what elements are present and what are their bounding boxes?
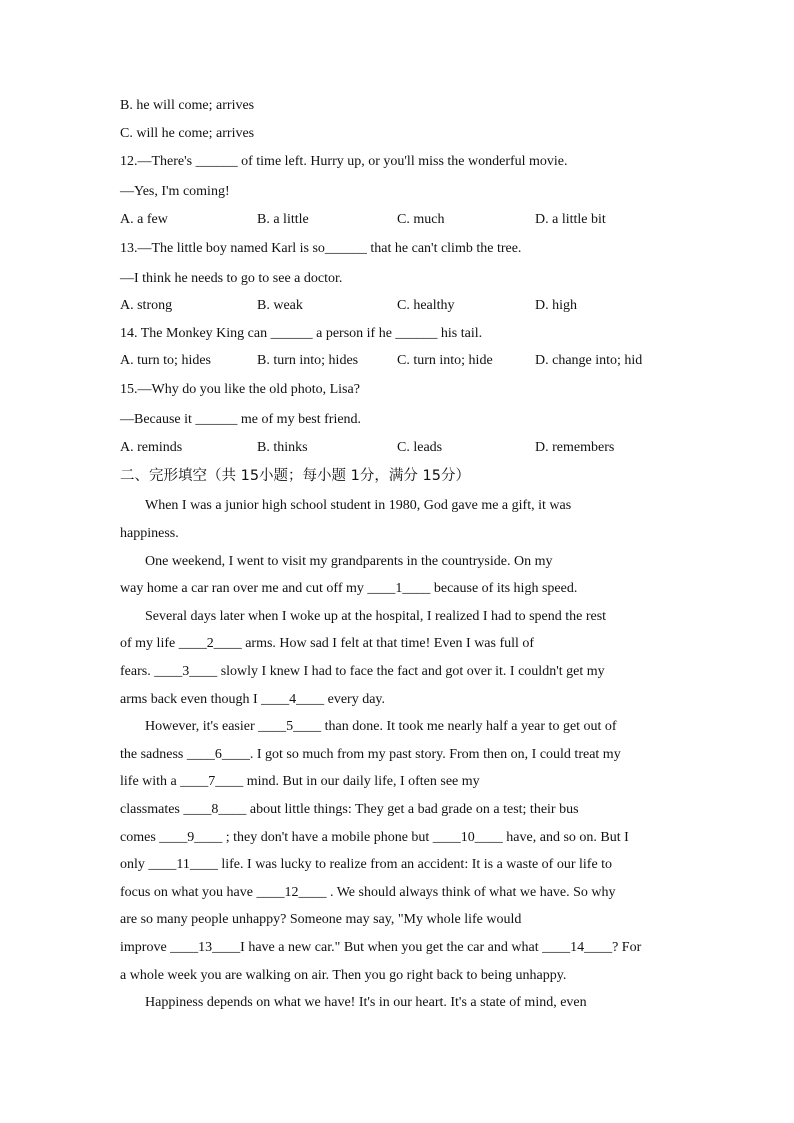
option-c: C. healthy [397,298,455,313]
passage-line: Several days later when I woke up at the hospital, I realized I had to spend the rest [145,609,607,624]
question-12: 12.—There's ______ of time left. Hurry up, or you'll miss the wonderful movie. [120,154,568,169]
option-b: B. turn into; hides [257,353,359,368]
section-heading: 二、完形填空（共 15小题；每小题 1分，满分 15分） [120,468,470,484]
passage-line: life with a ____7____ mind. But in our daily life, I often see my [120,774,480,789]
passage-line: are so many people unhappy? Someone may say, "My whole life would [120,912,522,927]
question-13-reply: —I think he needs to go to see a doctor. [120,271,343,286]
option-d: D. a little bit [535,212,606,227]
passage-line: focus on what you have ____12____ . We should always think of what we have. So why [120,885,616,900]
passage-line: classmates ____8____ about little things: They get a bad grade on a test; their bus [120,802,579,817]
passage-line: comes ____9____ ; they don't have a mobile phone but ____10____ have, and so on. But I [120,830,629,845]
option-b: B. weak [257,298,303,313]
question-14: 14. The Monkey King can ______ a person if he ______ his tail. [120,326,483,341]
passage-line: the sadness ____6____. I got so much from my past story. From then on, I could treat my [120,747,621,762]
passage-line: However, it's easier ____5____ than done. It took me nearly half a year to get out of [145,719,617,734]
option-c: C. leads [397,440,443,455]
passage-line: Happiness depends on what we have! It's in our heart. It's a state of mind, even [145,995,587,1010]
question-13: 13.—The little boy named Karl is so______ that he can't climb the tree. [120,241,522,256]
option-c: C. much [397,212,445,227]
question-12-reply: —Yes, I'm coming! [120,184,230,199]
passage-line: a whole week you are walking on air. Then you go right back to being unhappy. [120,968,567,983]
passage-line: of my life ____2____ arms. How sad I felt at that time! Even I was full of [120,636,535,651]
option-a: A. a few [120,212,168,227]
question-15-reply: —Because it ______ me of my best friend. [120,412,362,427]
question-15: 15.—Why do you like the old photo, Lisa? [120,382,360,397]
passage-line: only ____11____ life. I was lucky to realize from an accident: It is a waste of our life to [120,857,613,872]
option-d: D. remembers [535,440,615,455]
option-c: C. turn into; hide [397,353,493,368]
option-d: D. high [535,298,577,313]
option-line-c: C. will he come; arrives [120,126,255,141]
passage-line: happiness. [120,526,179,541]
passage-line: When I was a junior high school student in 1980, God gave me a gift, it was [145,498,572,513]
option-a: A. turn to; hides [120,353,211,368]
option-a: A. strong [120,298,173,313]
option-d: D. change into; hid [535,353,643,368]
passage-line: way home a car ran over me and cut off my ____1____ because of its high speed. [120,581,578,596]
passage-line: improve ____13____I have a new car." But when you get the car and what ____14____? For [120,940,642,955]
option-line-b: B. he will come; arrives [120,98,255,113]
option-a: A. reminds [120,440,183,455]
passage-line: arms back even though I ____4____ every day. [120,692,386,707]
option-b: B. a little [257,212,309,227]
option-b: B. thinks [257,440,308,455]
passage-line: fears. ____3____ slowly I knew I had to face the fact and got over it. I couldn't get my [120,664,605,679]
passage-line: One weekend, I went to visit my grandparents in the countryside. On my [145,554,553,569]
